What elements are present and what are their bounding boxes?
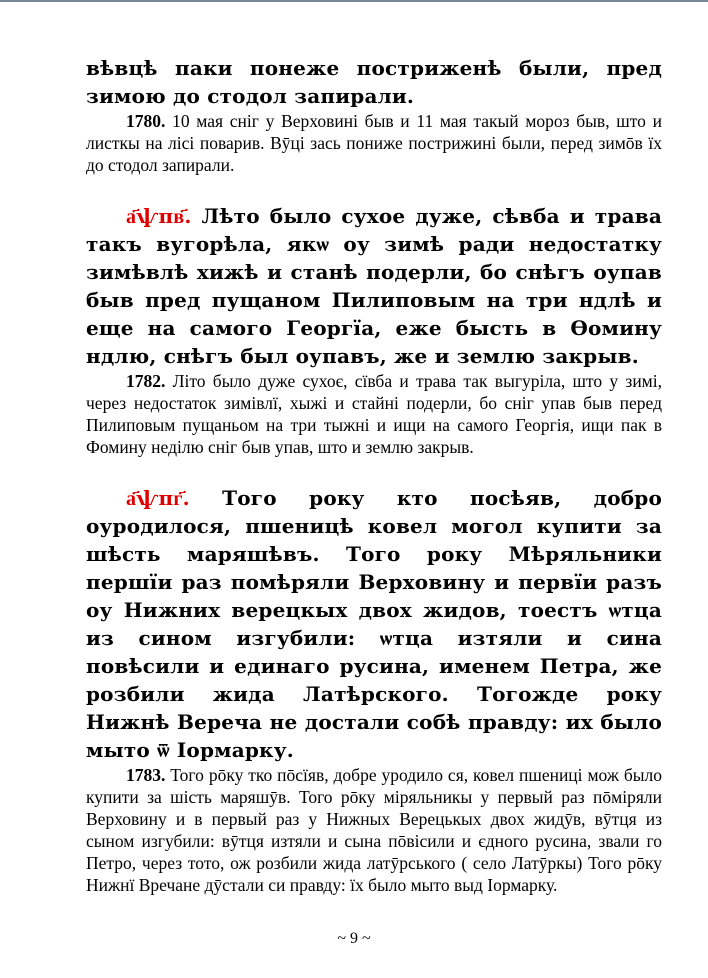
old-text-1782	[86, 202, 662, 370]
old-text-1783-body: Того року кто посѣяв, добро оуродилося, пшеницѣ ковел могол купити за шѣсть маряшѣвъ. Того року Мѣряльники першїи раз помѣряли Верховину и первїи разъ оу Нижних верецкых двох жидов, тоестъ ѡтца из сином изгубили: ѡтца изтяли и сина повѣсили и единаго русина, именем Петра, же розбили жида Латѣрского. Тогожде року Нижнѣ Вереча не достали собѣ правду: их было мыто ѿ Іормарку.	[86, 486, 662, 762]
old-text-1780: вѣвцѣ паки понеже постриженѣ были, пред зимою до стодол запирали.	[86, 56, 662, 108]
translation-1782	[86, 370, 662, 458]
translation-1783-text: Того рōку тко пōсїяв, добре уродило ся, ковел пшениці мож было купити за шість маряшӯв. Того рōку міряльникы у первый раз пōміряли Верховину и в первый раз у Нижных Верецькых двох жидӯв, вӯтця из сыном изгубили: вӯтця изтяли и сына пōвісили и єдного русина, звали го Петро, через тото, ож розбили жида латӯрського ( село Латӯркы) Того рōку Нижнї Вречане дӯстали си правду: їх было мыто выд Іормарку.	[86, 765, 662, 895]
old-year-1783: а҃ѱпг҃.	[126, 486, 190, 510]
old-year-1782: а҃ѱпв҃.	[126, 204, 192, 228]
old-text-1783	[86, 484, 662, 764]
top-border	[0, 0, 708, 2]
page-body	[86, 54, 662, 896]
translation-1783	[86, 764, 662, 896]
page-number: ~ 9 ~	[337, 930, 371, 947]
translation-1780-text: 10 мая сніг у Верховині быв и 11 мая такый мороз быв, што и листкы на лісі поварив. Вӯці зась пониже пострижині были, перед зимōв їх до стодол запирали.	[86, 111, 662, 175]
year-1782: 1782.	[126, 371, 166, 391]
translation-1780	[86, 110, 662, 176]
year-1783: 1783.	[126, 765, 166, 785]
translation-1782-text: Літо было дуже сухоє, сївба и трава так выгуріла, што у зимі, через недостаток зимівлї, хыжі и стайні подерли, бо сніг упав быв перед Пилиповым пущаньом на три тыжні и ищи на самого Георгія, ищи пак в Фомину неділю сніг быв упав, што и землю закрыв.	[86, 371, 662, 457]
old-text-1782-body: Лѣто было сухое дуже, сѣвба и трава такъ вугорѣла, якѡ оу зимѣ ради недостатку зимѣвлѣ хижѣ и станѣ подерли, бо снѣгъ оупав быв пред пущаном Пилиповым на три ндлѣ и еще на самого Георгїа, еже бысть в Ѳомину ндлю, снѣгъ был оупавъ, же и землю закрыв.	[86, 204, 662, 368]
year-1780: 1780.	[126, 111, 166, 131]
